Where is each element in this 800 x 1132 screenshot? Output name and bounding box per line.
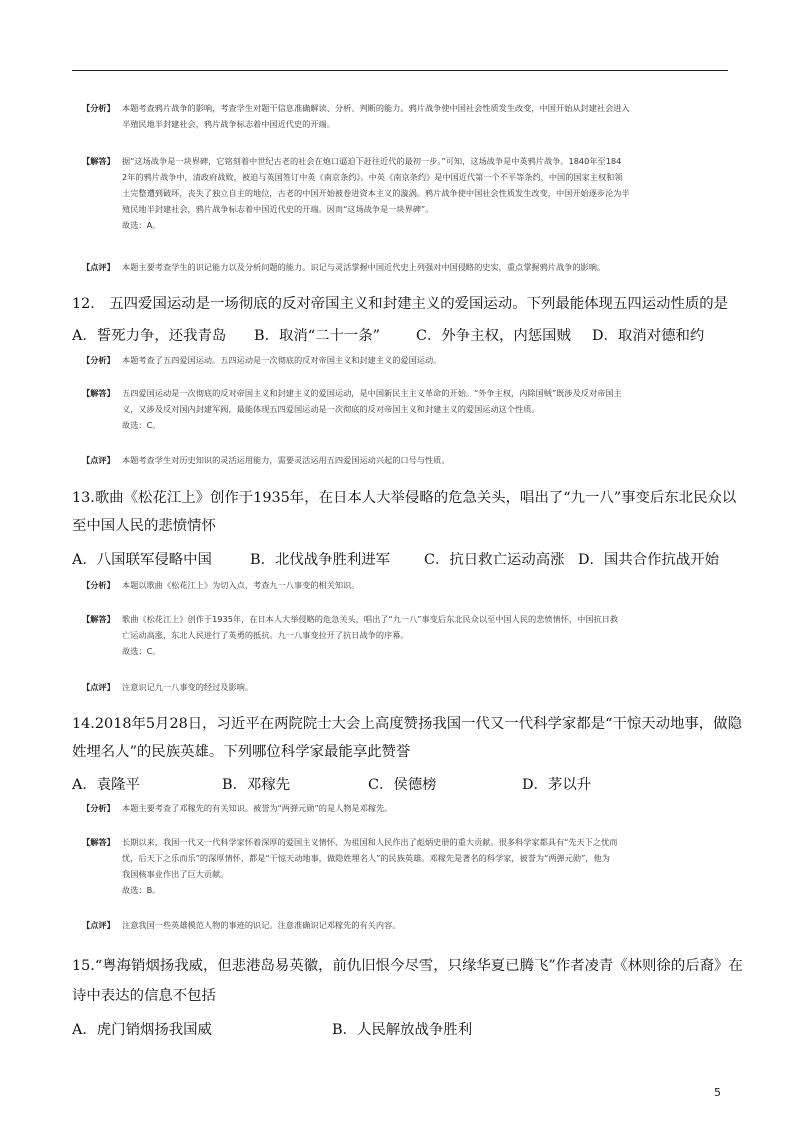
comment-label: 【点评】 bbox=[82, 455, 115, 465]
q12-solution: 【解答】 五四爱国运动是一次彻底的反对帝国主义和封建主义的爱国运动，是中国新民主主义革命的开始。“外争主权，内除国贼”既涉及反对帝国主 义，又涉及反对国内封建军阀，最能体现五四爱国运动是一次彻底的反对帝国主义和封建主义的爱国运动这个性质。 故选：C。 bbox=[82, 385, 622, 433]
q12-options bbox=[72, 324, 732, 346]
q13-option-b: B．北伐战争胜利进军 bbox=[250, 552, 391, 568]
q14-option-b: B．邓稼先 bbox=[222, 777, 291, 793]
page-number: 5 bbox=[714, 1086, 721, 1099]
solution-label: 【解答】 bbox=[82, 837, 115, 847]
q13-analysis: 【分析】 本题以歌曲《松花江上》为切入点，考查九一八事变的相关知识。 bbox=[82, 577, 359, 593]
q14-solution: 【解答】 长期以来，我国一代又一代科学家怀着深厚的爱国主义情怀，为祖国和人民作出了彪炳史册的重大贡献。很多科学家都具有“先天下之忧而 忧，后天下之乐而乐”的深厚情怀，都是“干惊天动地事，做隐姓埋名人”的民族英雄。邓稼先是著名的科学家，被誉为“两弹元勋”，他为 我国核事业作出了巨大贡献。 故选：B。 bbox=[82, 834, 618, 898]
q14-comment: 【点评】 注意我国一些英雄模范人物的事迹的识记。注意准确识记邓稼先的有关内容。 bbox=[82, 917, 400, 933]
comment-label: 【点评】 bbox=[82, 920, 115, 930]
q11-solution: 【解答】 据“这场战争是一块界碑，它铭刻着中世纪古老的社会在炮口逼迫下赶往近代的最初一步。”可知，这场战争是中英鸦片战争。1840年至184 2年的鸦片战争中，清政府战败，被迫与英国签订中英《南京条约》。中英《南京条约》是中国近代第一个不平等条约，中国的国家主权和领 土完整遭到破坏，丧失了独立自主的地位，古老的中国开始被卷进资本主义的漩涡。鸦片战争使中国社会性质发生改变，中国开始逐步沦为半 殖民地半封建社会，鸦片战争标志着中国近代史的开端。因而“这场战争是一块界碑”。 故选：A。 bbox=[82, 153, 630, 233]
q12-analysis: 【分析】 本题考查了五四爱国运动。五四运动是一次彻底的反对帝国主义和封建主义的爱国运动。 bbox=[82, 352, 441, 368]
q12-option-b: B．取消“二十一条” bbox=[254, 328, 381, 344]
comment-label: 【点评】 bbox=[82, 682, 115, 692]
analysis-label: 【分析】 bbox=[82, 355, 115, 365]
header-rule bbox=[72, 70, 728, 71]
q14-stem-cont: 姓埋名人”的民族英雄。下列哪位科学家最能享此赞誉 bbox=[72, 744, 411, 760]
q15-option-b: B．人民解放战争胜利 bbox=[332, 1022, 473, 1038]
q14-options bbox=[72, 773, 732, 795]
q14-option-a: A．袁隆平 bbox=[72, 777, 140, 793]
q14-option-d: D．茅以升 bbox=[522, 777, 592, 793]
q12-option-d: D．取消对德和约 bbox=[592, 328, 705, 344]
q14-analysis: 【分析】 本题主要考查了邓稼先的有关知识。被誉为“两弹元勋”的是人物是邓稼先。 bbox=[82, 800, 392, 816]
solution-label: 【解答】 bbox=[82, 156, 115, 166]
q15-stem-cont: 诗中表达的信息不包括 bbox=[72, 988, 216, 1004]
analysis-label: 【分析】 bbox=[82, 103, 115, 113]
q13-option-c: C．抗日救亡运动高涨 bbox=[424, 552, 565, 568]
q13-solution: 【解答】 歌曲《松花江上》创作于1935年，在日本人大举侵略的危急关头，唱出了“九一八”事变后东北民众以至中国人民的悲愤情怀，中国抗日救 亡运动高涨，东北人民进行了英勇的抵抗。九一八事变拉开了抗日战争的序幕。 故选：C。 bbox=[82, 611, 618, 659]
q13-stem: 13.歌曲《松花江上》创作于1935年，在日本人大举侵略的危急关头，唱出了“九一八”事变后东北民众以 bbox=[72, 490, 737, 506]
q12-comment: 【点评】 本题考查学生对历史知识的灵活运用能力，需要灵活运用五四爱国运动兴起的口号与性质。 bbox=[82, 452, 450, 468]
q13-comment: 【点评】 注意识记九一八事变的经过及影响。 bbox=[82, 679, 253, 695]
q15-option-a: A．虎门销烟扬我国威 bbox=[72, 1022, 212, 1038]
solution-label: 【解答】 bbox=[82, 388, 115, 398]
analysis-label: 【分析】 bbox=[82, 803, 115, 813]
q14-option-c: C．侯德榜 bbox=[368, 777, 437, 793]
q12-option-a: A．誓死力争，还我青岛 bbox=[72, 328, 227, 344]
q12-stem: 12. 五四爱国运动是一场彻底的反对帝国主义和封建主义的爱国运动。下列最能体现五四运动性质的是 bbox=[72, 296, 729, 312]
q11-analysis: 【分析】 本题考查鸦片战争的影响，考查学生对题干信息准确解读、分析、判断的能力。鸦片战争使中国社会性质发生改变，中国开始从封建社会进入 半殖民地半封建社会，鸦片战争标志着中国近代史的开端。 bbox=[82, 100, 630, 132]
q13-option-a: A．八国联军侵略中国 bbox=[72, 552, 212, 568]
comment-label: 【点评】 bbox=[82, 262, 115, 272]
q14-stem: 14.2018年5月28日，习近平在两院院士大会上高度赞扬我国一代又一代科学家都是“干惊天动地事，做隐 bbox=[72, 716, 742, 732]
q13-option-d: D．国共合作抗战开始 bbox=[578, 552, 720, 568]
q11-comment: 【点评】 本题主要考查学生的识记能力以及分析问题的能力。识记与灵活掌握中国近代史上列强对中国侵略的史实，重点掌握鸦片战争的影响。 bbox=[82, 259, 605, 275]
q13-options bbox=[72, 548, 732, 570]
analysis-label: 【分析】 bbox=[82, 580, 115, 590]
solution-label: 【解答】 bbox=[82, 614, 115, 624]
q15-stem: 15.“粤海销烟扬我威，但悲港岛易英徽，前仇旧恨今尽雪，只缘华夏已腾飞”作者凌青《林则徐的后裔》在 bbox=[72, 958, 743, 974]
q13-stem-cont: 至中国人民的悲愤情怀 bbox=[72, 518, 216, 534]
q12-option-c: C．外争主权，内惩国贼 bbox=[416, 328, 571, 344]
q15-options bbox=[72, 1018, 732, 1040]
